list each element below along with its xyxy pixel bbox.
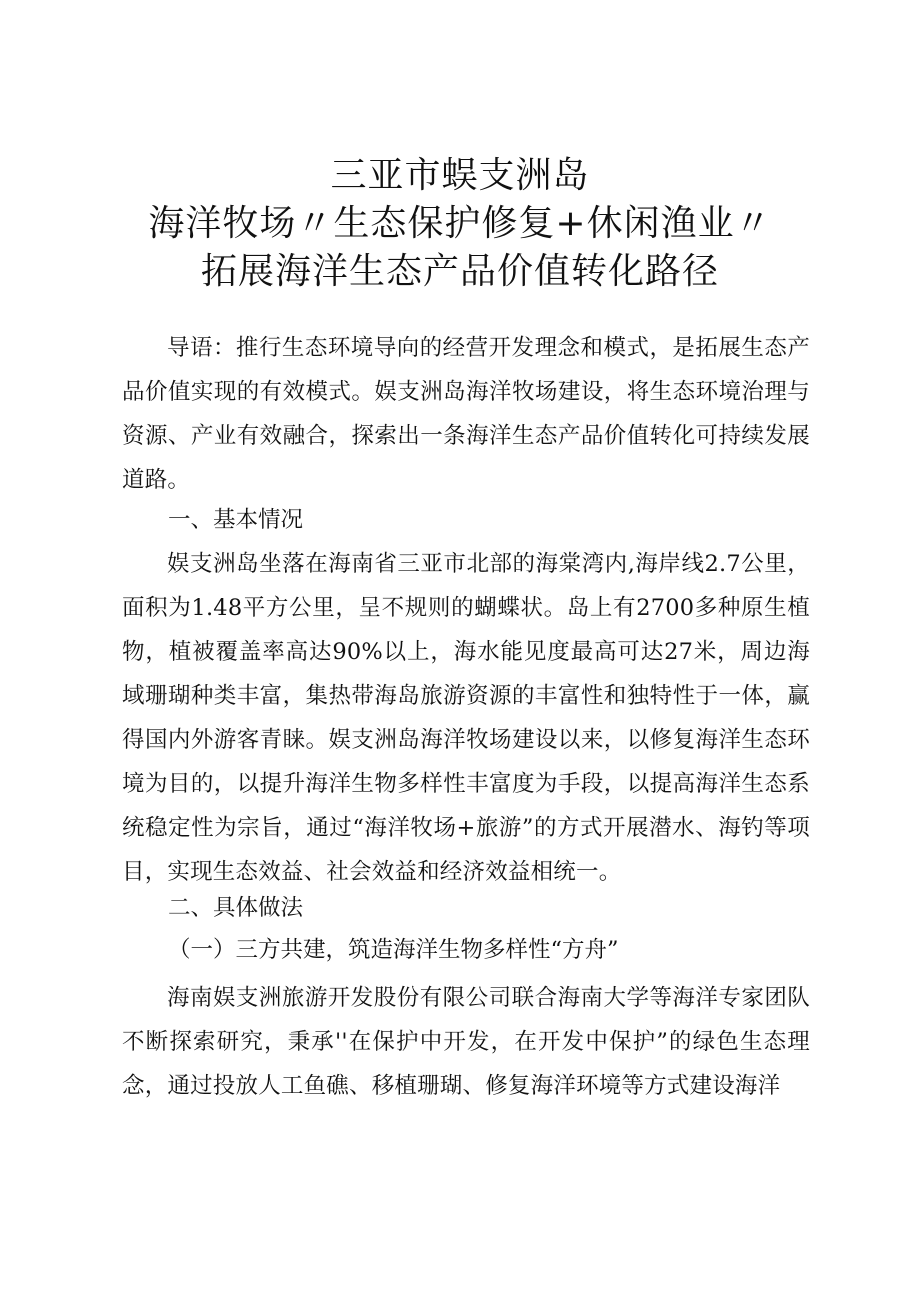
section-1-paragraph: 娱支洲岛坐落在海南省三亚市北部的海棠湾内,海岸线2.7公里，面积为1.48平方公里，呈不规则的蝴蝶状。岛上有2700多种原生植物，植被覆盖率高达90%以上，海水能见度最高可达27米，周边海域珊瑚种类丰富，集热带海岛旅游资源的丰富性和独特性于一体，赢得国内外游客青睐。娱支洲岛海洋牧场建设以来，以修复海洋生态环境为目的，以提升海洋生物多样性丰富度为手段，以提高海洋生态系统稳定性为宗旨，通过“海洋牧场+旅游”的方式开展潜水、海钓等项目，实现生态效益、社会效益和经济效益相统一。 — [122, 551, 810, 885]
section-1-block — [122, 542, 810, 894]
title-line-2: 海洋牧场〃生态保护修复+休闲渔业〃 — [148, 203, 772, 244]
section-1-heading: 一、基本情况 — [168, 507, 304, 533]
section-2-heading: 二、具体做法 — [168, 895, 304, 921]
section-2-subheading: （一）三方共建，筑造海洋生物多样性“方舟” — [168, 937, 619, 963]
title-line-3: 拓展海洋生态产品价值转化路径 — [200, 251, 719, 292]
intro-paragraph: 导语：推行生态环境导向的经营开发理念和模式，是拓展生态产品价值实现的有效模式。娱支洲岛海洋牧场建设，将生态环境治理与资源、产业有效融合，探索出一条海洋生态产品价值转化可持续发展道路。 — [122, 335, 810, 493]
section-2-paragraph: 海南娱支洲旅游开发股份有限公司联合海南大学等海洋专家团队不断探索研究，秉承''在保护中开发，在开发中保护”的绿色生态理念，通过投放人工鱼礁、移植珊瑚、修复海洋环境等方式建设海洋 — [122, 985, 810, 1099]
section-2-block — [122, 976, 810, 1108]
title-line-1: 三亚市蜈支洲岛 — [330, 155, 590, 196]
intro-block — [122, 326, 810, 502]
document-title — [0, 152, 920, 296]
